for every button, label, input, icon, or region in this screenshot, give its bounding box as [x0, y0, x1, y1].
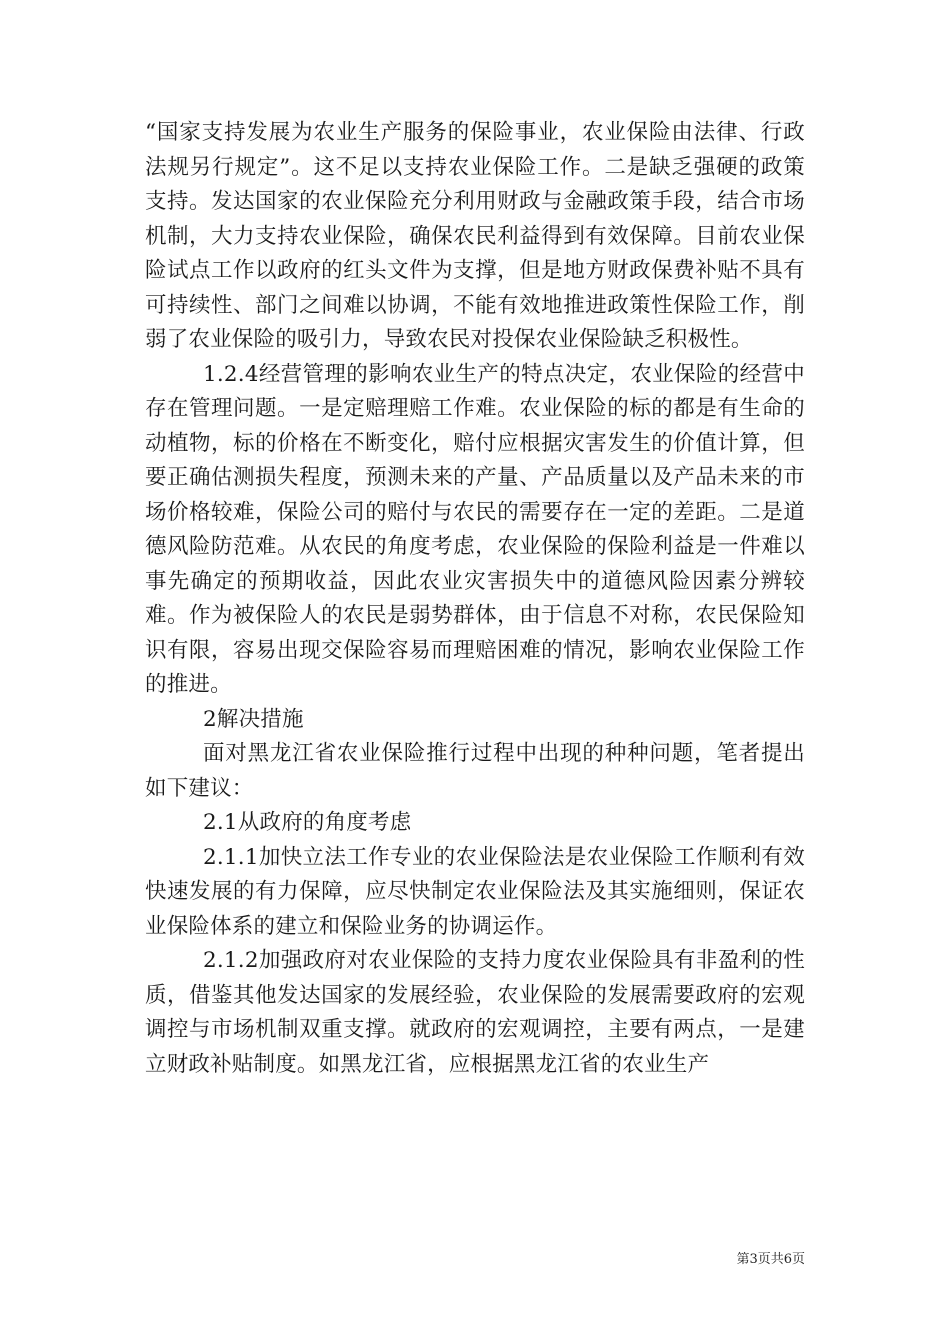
section-heading-solutions: 2解决措施 [203, 706, 304, 732]
subsection-heading-government: 2.1从政府的角度考虑 [203, 810, 412, 835]
paragraph-policy-support: “国家支持发展为农业生产服务的保险事业，农业保险由法律、行政法规另行规定”。这不足以支持农业保险工作。二是缺乏强硬的政策支持。发达国家的农业保险充分利用财政与金融政策手段，结合市场机制，大力支持农业保险，确保农民利益得到有效保障。目前农业保险试点工作以政府的红头文件为支撑，但是地方财政保费补贴不具有可持续性、部门之间难以协调，不能有效地推进政策性保险工作，削弱了农业保险的吸引力，导致农民对投保农业保险缺乏积极性。 [145, 120, 805, 352]
paragraph-legislation: 2.1.1加快立法工作专业的农业保险法是农业保险工作顺利有效快速发展的有力保障，应尽快制定农业保险法及其实施细则，保证农业保险体系的建立和保险业务的协调运作。 [145, 844, 805, 939]
paragraph-management-issues: 1.2.4经营管理的影响农业生产的特点决定，农业保险的经营中存在管理问题。一是定赔理赔工作难。农业保险的标的都是有生命的动植物，标的价格在不断变化，赔付应根据灾害发生的价值计算，但要正确估测损失程度，预测未来的产量、产品质量以及产品未来的市场价格较难，保险公司的赔付与农民的需要存在一定的差距。二是道德风险防范难。从农民的角度考虑，农业保险的保险利益是一件难以事先确定的预期收益，因此农业灾害损失中的道德风险因素分辨较难。作为被保险人的农民是弱势群体，由于信息不对称，农民保险知识有限，容易出现交保险容易而理赔困难的情况，影响农业保险工作的推进。 [145, 361, 805, 697]
document-body [145, 116, 805, 1082]
paragraph-government-support: 2.1.2加强政府对农业保险的支持力度农业保险具有非盈利的性质，借鉴其他发达国家的发展经验，农业保险的发展需要政府的宏观调控与市场机制双重支撑。就政府的宏观调控，主要有两点，一是建立财政补贴制度。如黑龙江省，应根据黑龙江省的农业生产 [145, 948, 805, 1077]
paragraph-suggestions-intro: 面对黑龙江省农业保险推行过程中出现的种种问题，笔者提出如下建议： [145, 741, 805, 801]
page-number-footer: 第3页共6页 [736, 1252, 805, 1267]
